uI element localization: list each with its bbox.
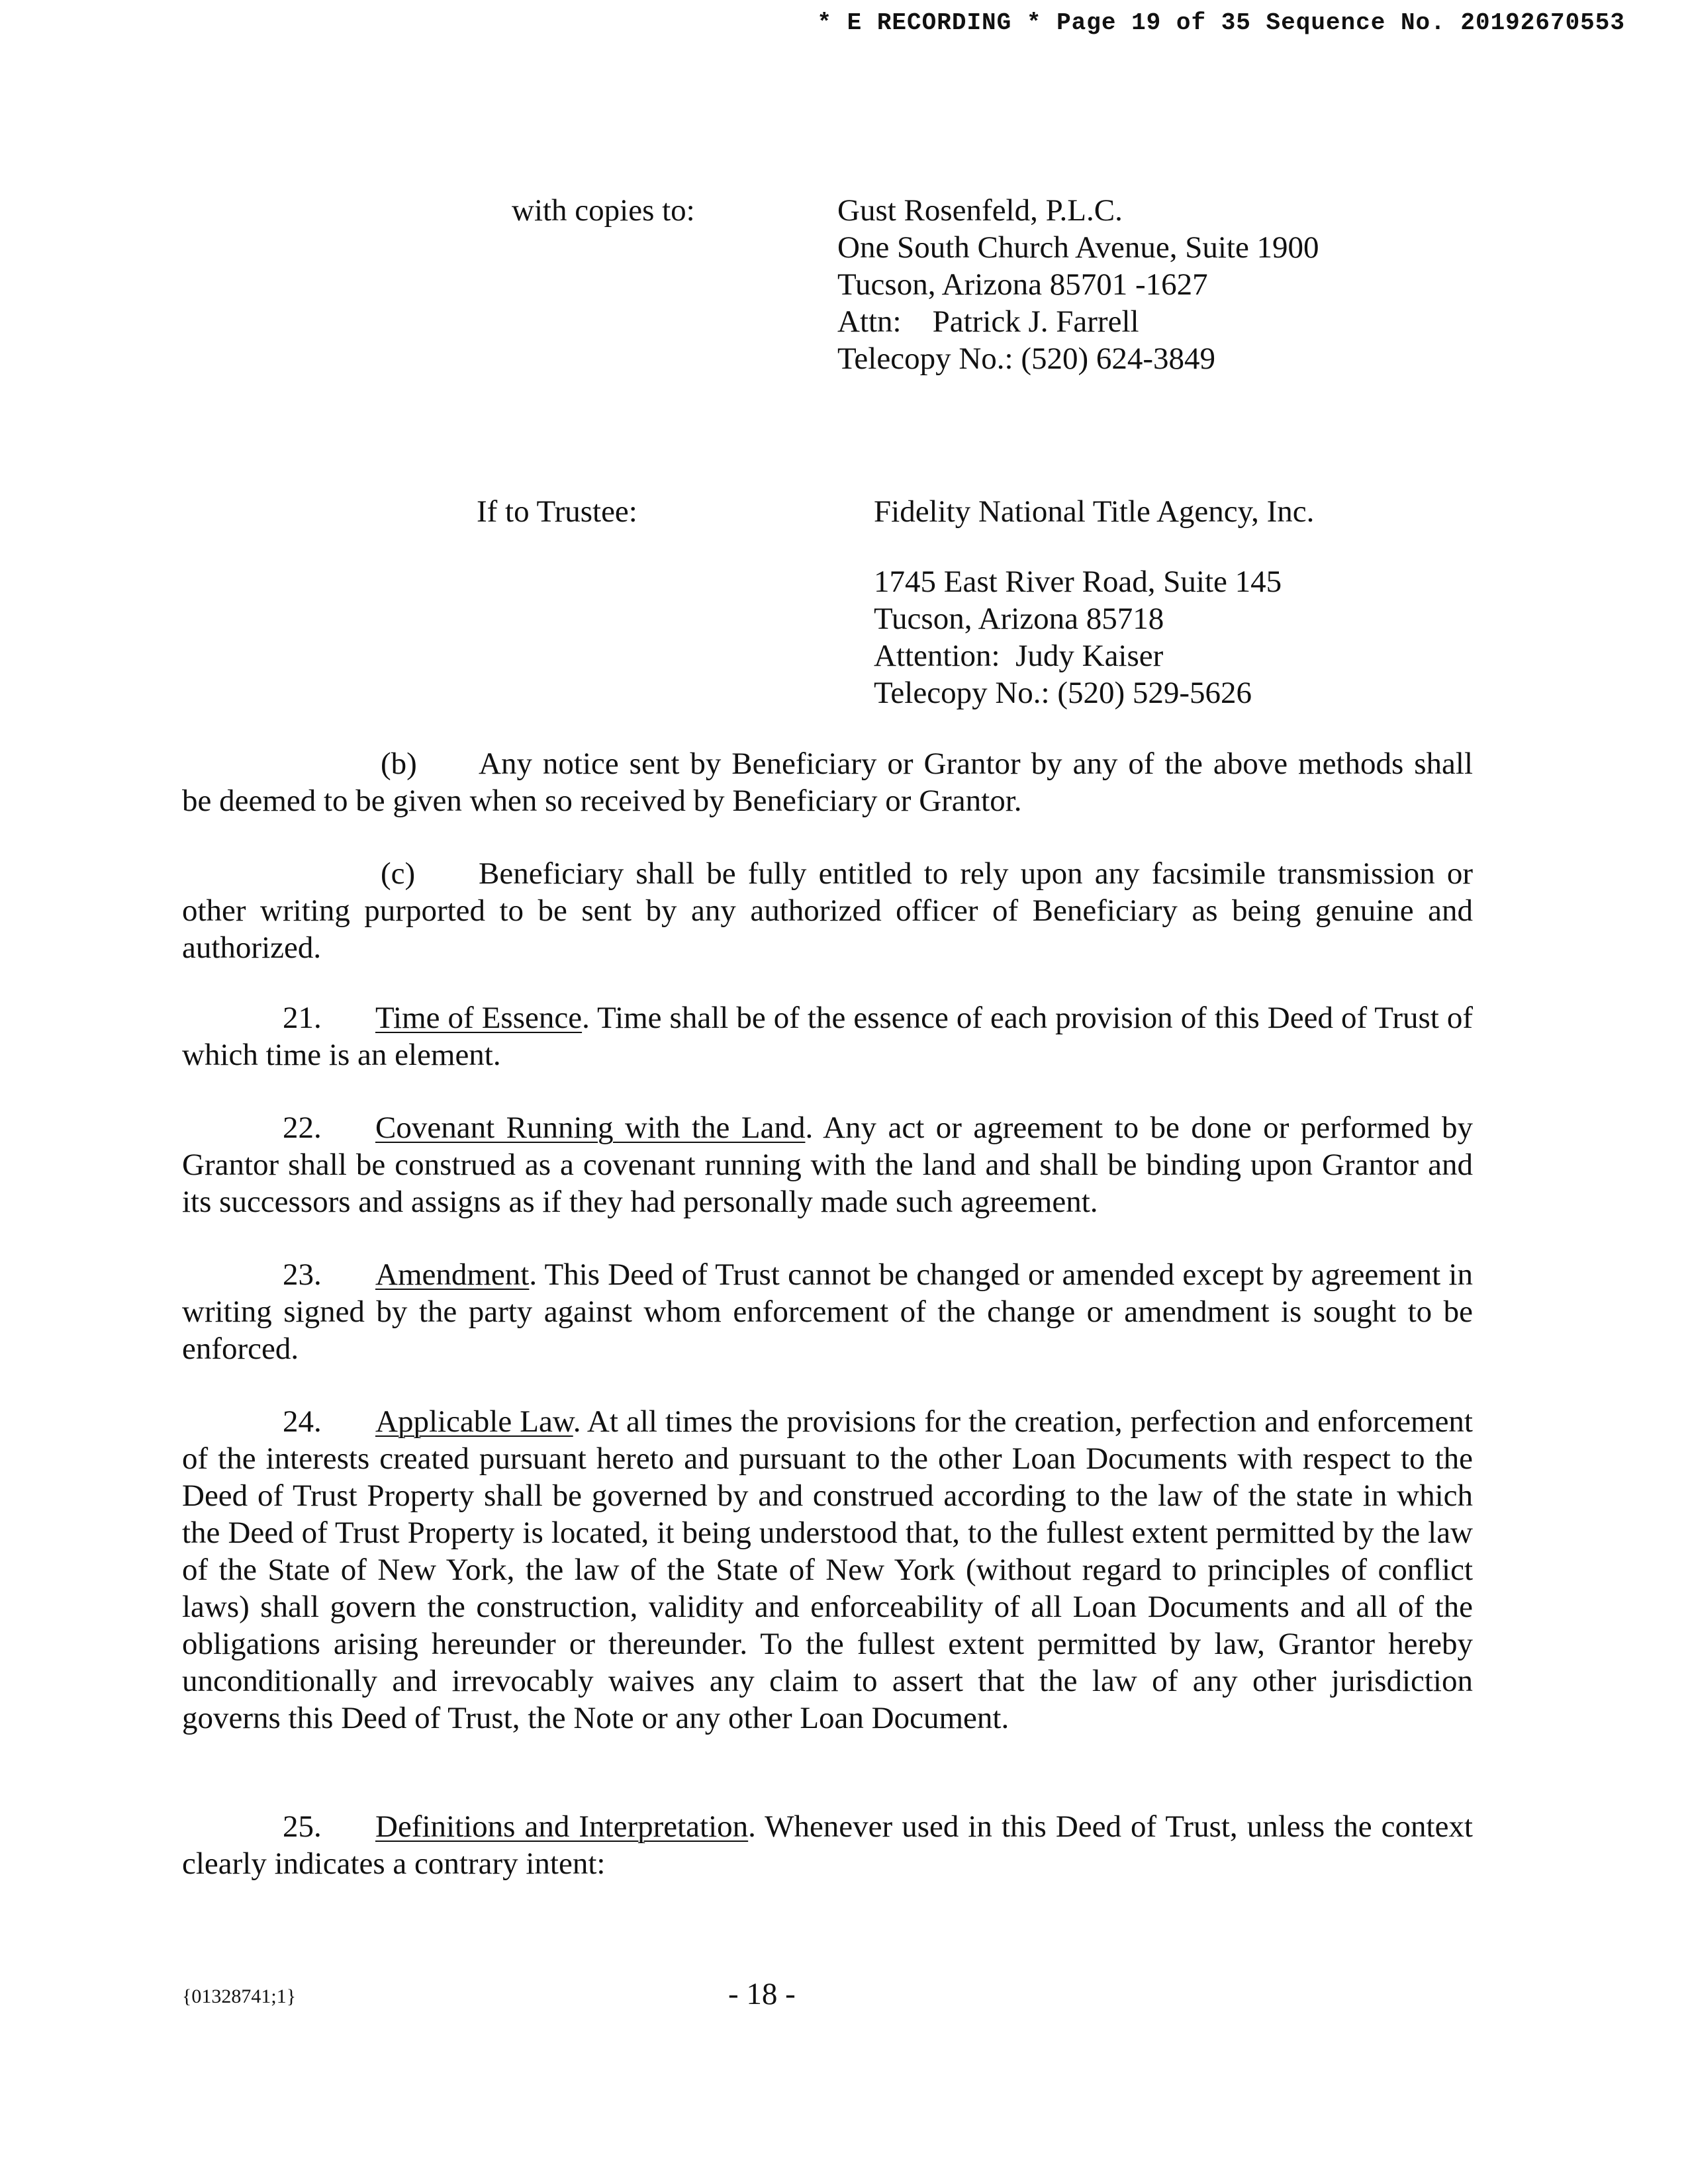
- section-heading: Covenant Running with the Land: [375, 1111, 806, 1145]
- section-number: 25.: [283, 1809, 322, 1844]
- section-number: 23.: [283, 1257, 322, 1292]
- address-line: Tucson, Arizona 85701 -1627: [837, 267, 1208, 302]
- address-line: 1745 East River Road, Suite 145: [874, 565, 1282, 599]
- section-text: . Any act or agreement to be done or performed by Grantor shall be construed as a covenant running with the land and shall be binding upon Grantor and its successors and assigns as if they had personally made such agreement.: [182, 1111, 1474, 1219]
- subsection-marker: (c): [381, 856, 416, 891]
- document-code: {01328741;1}: [182, 1985, 297, 2007]
- address-line: Attention: Judy Kaiser: [874, 639, 1164, 673]
- section-heading: Amendment: [375, 1257, 530, 1292]
- subsection-marker: (b): [381, 747, 417, 781]
- address-line: One South Church Avenue, Suite 1900: [837, 230, 1319, 265]
- address-line: Tucson, Arizona 85718: [874, 602, 1164, 636]
- section-number: 22.: [283, 1111, 322, 1145]
- subsection-c: [182, 855, 1473, 966]
- section-text: . At all times the provisions for the creation, perfection and enforcement of the interests created pursuant hereto and pursuant to the other Loan Documents with respect to the Deed of Trust Property shall be governed by and construed according to the law of the state in which the Deed of Trust Property is located, it being understood that, to the fullest extent permitted by the law of the State of New York, the law of the State of New York (without regard to principles of conflict laws) shall govern the construction, validity and enforceability of all Loan Documents and all of the obligations arising hereunder or thereunder. To the fullest extent permitted by law, Grantor hereby unconditionally and irrevocably waives any claim to assert that the law of any other jurisdiction governs this Deed of Trust, the Note or any other Loan Document.: [182, 1404, 1473, 1735]
- section-heading: Applicable Law: [375, 1404, 573, 1439]
- address-line: Telecopy No.: (520) 624-3849: [837, 341, 1216, 376]
- section-text: . This Deed of Trust cannot be changed or amended except by agreement in writing signed by the party against whom enforcement of the change or amendment is sought to be enforced.: [182, 1257, 1473, 1366]
- trustee-label: If to Trustee:: [477, 494, 637, 529]
- section-23: [182, 1256, 1473, 1367]
- copies-label: with copies to:: [512, 193, 695, 228]
- section-text: . Whenever used in this Deed of Trust, unless the context clearly indicates a contrary intent:: [182, 1809, 1473, 1881]
- section-heading: Time of Essence: [375, 1001, 583, 1035]
- subsection-b: [182, 745, 1473, 819]
- section-heading: Definitions and Interpretation: [375, 1809, 749, 1844]
- copies-address: [837, 192, 1319, 377]
- address-line: Gust Rosenfeld, P.L.C.: [837, 193, 1123, 228]
- trustee-address: [874, 493, 1314, 711]
- page-number: - 18 -: [728, 1977, 796, 2011]
- trustee-name: Fidelity National Title Agency, Inc.: [874, 494, 1315, 529]
- subsection-text: Beneficiary shall be fully entitled to rely upon any facsimile transmission or other writing purported to be sent by any authorized officer of Beneficiary as being genuine and authorized.: [182, 856, 1473, 965]
- section-24: [182, 1403, 1473, 1737]
- section-25: [182, 1808, 1473, 1882]
- section-22: [182, 1109, 1473, 1220]
- section-text: . Time shall be of the essence of each provision of this Deed of Trust of which time is an element.: [182, 1001, 1473, 1072]
- section-number: 24.: [283, 1404, 322, 1439]
- address-line: Telecopy No.: (520) 529-5626: [874, 676, 1252, 710]
- recording-stamp: * E RECORDING * Page 19 of 35 Sequence No. 20192670553: [817, 9, 1625, 36]
- section-number: 21.: [283, 1001, 322, 1035]
- section-21: [182, 999, 1473, 1073]
- subsection-text: Any notice sent by Beneficiary or Grantor by any of the above methods shall be deemed to be given when so received by Beneficiary or Grantor.: [182, 747, 1473, 818]
- address-line: Attn: Patrick J. Farrell: [837, 304, 1139, 339]
